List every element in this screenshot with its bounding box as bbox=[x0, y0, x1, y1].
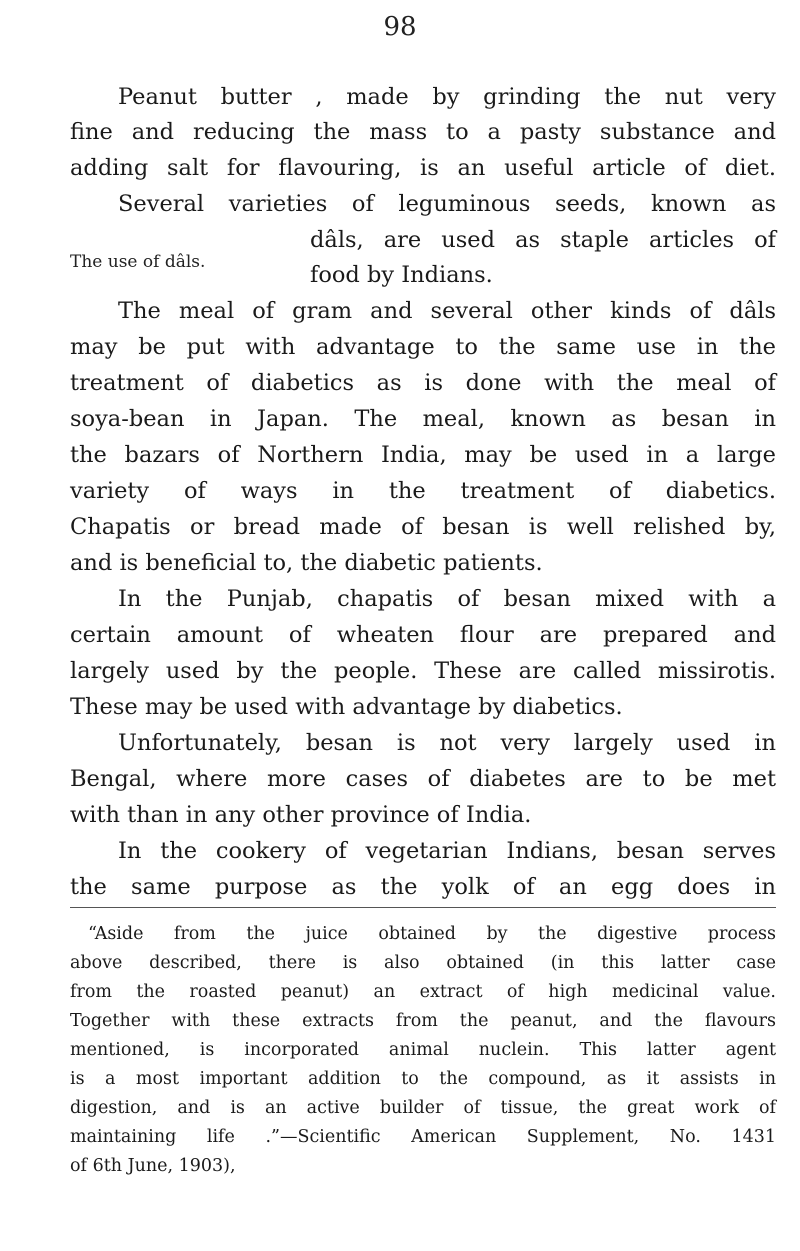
body-line: Several varieties of leguminous seeds, known as bbox=[118, 191, 776, 217]
margin-note: The use of dâls. bbox=[70, 252, 206, 272]
body-line: treatment of diabetics as is done with the meal of bbox=[70, 370, 776, 396]
body-line: Unfortunately, besan is not very largely used in bbox=[118, 730, 776, 756]
body-line: In the Punjab, chapatis of besan mixed with a bbox=[118, 586, 776, 612]
footnote-line: of 6th June, 1903), bbox=[70, 1156, 236, 1176]
footnote-line: mentioned, is incorporated animal nuclein. This latter agent bbox=[70, 1040, 776, 1060]
body-line: Peanut butter , made by grinding the nut very bbox=[118, 84, 776, 110]
body-line: soya-bean in Japan. The meal, known as besan in bbox=[70, 406, 776, 432]
footnote-line: Together with these extracts from the peanut, and the flavours bbox=[70, 1011, 776, 1031]
footnote-line: “Aside from the juice obtained by the digestive process bbox=[88, 924, 776, 944]
body-line: food by Indians. bbox=[310, 262, 493, 288]
body-line: variety of ways in the treatment of diabetics. bbox=[70, 478, 776, 504]
body-line: These may be used with advantage by diabetics. bbox=[70, 694, 623, 720]
body-line: with than in any other province of India. bbox=[70, 802, 532, 828]
body-line: largely used by the people. These are called missirotis. bbox=[70, 658, 776, 684]
body-line: may be put with advantage to the same use in the bbox=[70, 334, 776, 360]
footnote-line: is a most important addition to the compound, as it assists in bbox=[70, 1069, 776, 1089]
page-number: 98 bbox=[383, 12, 417, 42]
body-line: Chapatis or bread made of besan is well relished by, bbox=[70, 514, 776, 540]
footnote-divider bbox=[70, 907, 776, 908]
body-line: dâls, are used as staple articles of bbox=[310, 227, 776, 253]
body-line: The meal of gram and several other kinds of dâls bbox=[118, 298, 776, 324]
footnote-line: from the roasted peanut) an extract of high medicinal value. bbox=[70, 982, 776, 1002]
body-line: the same purpose as the yolk of an egg does in bbox=[70, 874, 776, 900]
body-line: and is beneficial to, the diabetic patients. bbox=[70, 550, 543, 576]
footnote-line: digestion, and is an active builder of tissue, the great work of bbox=[70, 1098, 776, 1118]
footnote-line: maintaining life .”—Scientific American Supplement, No. 1431 bbox=[70, 1127, 776, 1147]
body-line: certain amount of wheaten flour are prepared and bbox=[70, 622, 776, 648]
body-line: fine and reducing the mass to a pasty substance and bbox=[70, 119, 776, 145]
body-line: In the cookery of vegetarian Indians, besan serves bbox=[118, 838, 776, 864]
body-line: Bengal, where more cases of diabetes are to be met bbox=[70, 766, 776, 792]
body-line: adding salt for flavouring, is an useful article of diet. bbox=[70, 155, 776, 181]
footnote-line: above described, there is also obtained (in this latter case bbox=[70, 953, 776, 973]
body-line: the bazars of Northern India, may be used in a large bbox=[70, 442, 776, 468]
